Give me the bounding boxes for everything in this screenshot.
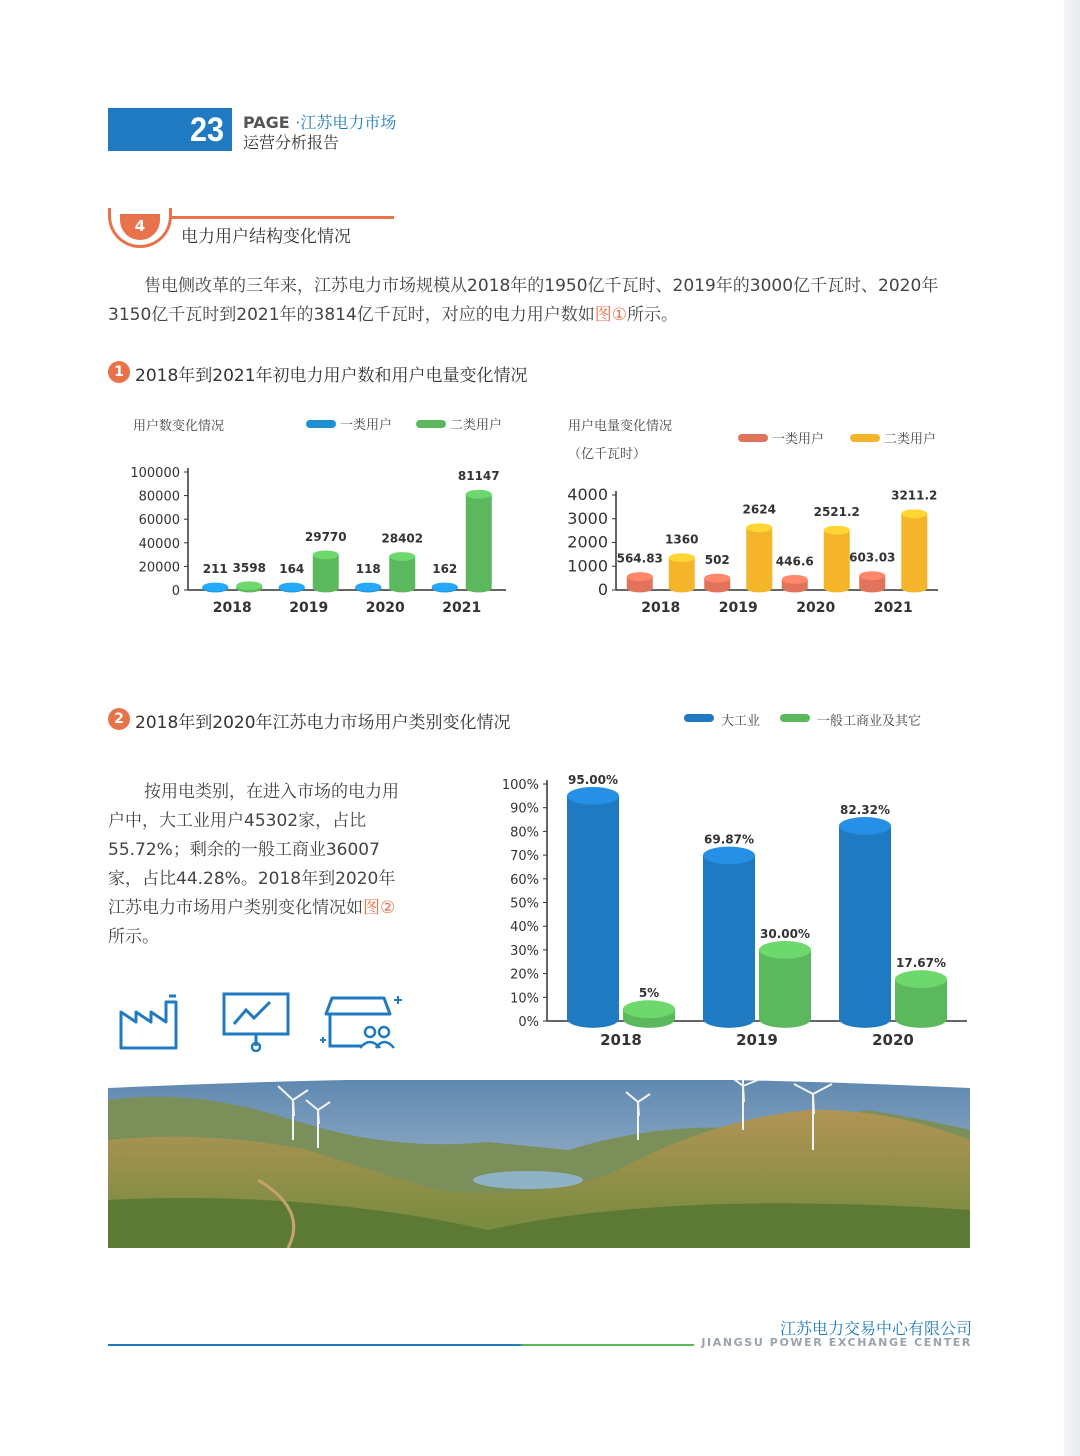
category-text-end: 所示。	[108, 927, 159, 947]
y-tick-label: 30%	[510, 943, 539, 959]
intro-paragraph	[108, 272, 973, 330]
y-tick-label: 0	[597, 580, 608, 599]
category-paragraph	[108, 778, 400, 952]
data-label: 81147	[457, 469, 500, 484]
bar-2019-1	[759, 941, 811, 1028]
factory-icon	[116, 990, 186, 1052]
bar-2020-0	[782, 575, 808, 592]
bar-2021-0	[859, 571, 885, 592]
bar-2018-0	[627, 572, 653, 592]
bar-2021-0	[432, 583, 458, 593]
footer-rule	[108, 1344, 694, 1346]
bar-2020-1	[824, 526, 850, 593]
x-tick-label: 2019	[736, 1031, 778, 1049]
chart2-legend-swatch-2	[850, 434, 880, 442]
y-tick-label: 4000	[567, 485, 608, 504]
bar-2018-1	[623, 1000, 675, 1028]
data-label: 82.32%	[840, 802, 890, 817]
bar-2020-1	[389, 552, 415, 592]
y-tick-label: 20%	[510, 967, 539, 983]
data-label: 95.00%	[568, 772, 618, 787]
chart2-legend-label-1: 一类用户	[772, 432, 825, 447]
data-label: 30.00%	[760, 926, 810, 941]
page-edge-shadow	[1064, 0, 1080, 1456]
y-tick-label: 40%	[510, 920, 539, 936]
wind-farm-landscape-image	[108, 1080, 970, 1248]
data-label: 29770	[304, 529, 347, 544]
y-tick-label: 0%	[518, 1015, 539, 1030]
y-tick-label: 80%	[510, 825, 539, 841]
trend-board-icon	[220, 990, 292, 1052]
y-tick-label: 60000	[138, 513, 180, 529]
intro-text-end: 所示。	[627, 305, 679, 325]
footer-company-en: JIANGSU POWER EXCHANGE CENTER	[701, 1336, 972, 1349]
x-tick-label: 2021	[873, 600, 913, 616]
figure1-title: 2018年到2021年初电力用户数和用户电量变化情况	[135, 366, 528, 386]
bar-2019-1	[746, 523, 772, 592]
data-label: 211	[202, 562, 228, 576]
page-word: PAGE	[243, 113, 290, 132]
y-tick-label: 0	[171, 584, 180, 599]
section-number: 4	[120, 214, 160, 240]
y-tick-label: 20000	[138, 560, 180, 576]
chart1-legend-swatch-2	[416, 420, 446, 428]
x-tick-label: 2019	[718, 600, 758, 616]
data-label: 162	[432, 562, 458, 576]
intro-text: 售电侧改革的三年来，江苏电力市场规模从2018年的1950亿千瓦时、2019年的3000亿千瓦时、2020年3150亿千瓦时到2021年的3814亿千瓦时，对应的电力用户数如	[108, 276, 939, 325]
bar-2018-1	[669, 553, 695, 592]
y-tick-label: 90%	[510, 801, 539, 817]
category-text: 按用电类别，在进入市场的电力用户中，大工业用户45302家，占比55.72%；剩余的一般工商业36007家，占比44.28%。2018年到2020年江苏电力市场用户类别变化情况如	[108, 782, 399, 918]
figure2-number: 2	[108, 708, 130, 730]
data-label: 17.67%	[896, 956, 946, 971]
chart2-legend-swatch-1	[738, 434, 768, 442]
user-energy-chart	[560, 405, 960, 620]
y-tick-label: 3000	[567, 508, 608, 528]
y-tick-label: 60%	[510, 872, 539, 888]
user-count-chart	[108, 405, 528, 620]
data-label: 3598	[232, 560, 266, 575]
data-label: 564.83	[616, 551, 663, 566]
data-label: 3211.2	[891, 488, 938, 503]
data-label: 2521.2	[813, 505, 860, 520]
chart1-legend-swatch-1	[306, 420, 336, 428]
chart2-legend-label-2: 二类用户	[884, 432, 937, 447]
user-category-chart	[495, 760, 975, 1055]
bar-2020-0	[839, 817, 891, 1028]
page-number: 23	[190, 111, 225, 149]
y-tick-label: 1000	[567, 556, 608, 576]
chart3-legend-swatch-2	[780, 714, 810, 722]
figure1-number: 1	[108, 361, 130, 383]
y-tick-label: 80000	[138, 489, 180, 505]
bar-2019-1	[313, 550, 339, 592]
chart3-legend-swatch-1	[684, 714, 714, 722]
x-tick-label: 2019	[289, 600, 329, 616]
data-label: 446.6	[775, 554, 814, 569]
x-tick-label: 2020	[796, 600, 836, 616]
figure-ref-1[interactable]: 图①	[594, 305, 628, 325]
bar-2020-1	[895, 970, 947, 1028]
bar-2019-0	[279, 583, 305, 593]
bar-2021-1	[901, 509, 927, 592]
y-tick-label: 100000	[130, 466, 180, 481]
data-label: 2624	[742, 502, 776, 517]
report-title-line2: 运营分析报告	[243, 133, 340, 152]
chart2-unit: （亿千瓦时）	[568, 447, 647, 462]
bar-2020-0	[355, 583, 381, 593]
x-tick-label: 2020	[365, 600, 405, 616]
figure2-title: 2018年到2020年江苏电力市场用户类别变化情况	[135, 713, 511, 733]
data-label: 1360	[665, 532, 699, 547]
bar-2018-0	[202, 583, 228, 593]
chart1-legend-label-1: 一类用户	[340, 418, 393, 433]
chart3-legend-label-1: 大工业	[721, 714, 761, 729]
bar-2021-1	[466, 490, 492, 593]
y-tick-label: 40000	[138, 536, 180, 552]
y-tick-label: 10%	[510, 991, 539, 1007]
chart2-title: 用户电量变化情况	[568, 419, 673, 434]
y-tick-label: 70%	[510, 849, 539, 865]
x-tick-label: 2018	[641, 600, 681, 616]
page-sep: ·	[295, 113, 301, 132]
section-title: 电力用户结构变化情况	[181, 227, 351, 247]
report-title-line1: 江苏电力市场	[300, 113, 397, 132]
y-tick-label: 2000	[567, 532, 608, 552]
bar-2018-1	[236, 581, 262, 592]
footer-company-cn: 江苏电力交易中心有限公司	[779, 1319, 972, 1338]
bar-2018-0	[567, 787, 619, 1028]
data-label: 118	[355, 562, 381, 576]
data-label: 164	[279, 562, 305, 576]
chart3-legend-label-2: 一般工商业及其它	[817, 714, 922, 729]
data-label: 5%	[638, 986, 660, 1001]
x-tick-label: 2021	[442, 600, 482, 616]
chart1-title: 用户数变化情况	[133, 419, 225, 434]
data-label: 502	[704, 553, 730, 568]
storefront-people-icon	[318, 990, 404, 1052]
data-label: 69.87%	[704, 832, 754, 847]
section-rule	[170, 216, 394, 219]
y-tick-label: 100%	[501, 778, 539, 793]
data-label: 28402	[381, 531, 424, 546]
figure-ref-2[interactable]: 图②	[363, 898, 396, 918]
x-tick-label: 2018	[212, 600, 252, 616]
y-tick-label: 50%	[510, 896, 539, 912]
x-tick-label: 2020	[872, 1031, 914, 1049]
bar-2019-0	[704, 574, 730, 593]
bar-2019-0	[703, 847, 755, 1028]
data-label: 603.03	[849, 550, 896, 565]
x-tick-label: 2018	[600, 1031, 642, 1049]
chart1-legend-label-2: 二类用户	[450, 418, 503, 433]
